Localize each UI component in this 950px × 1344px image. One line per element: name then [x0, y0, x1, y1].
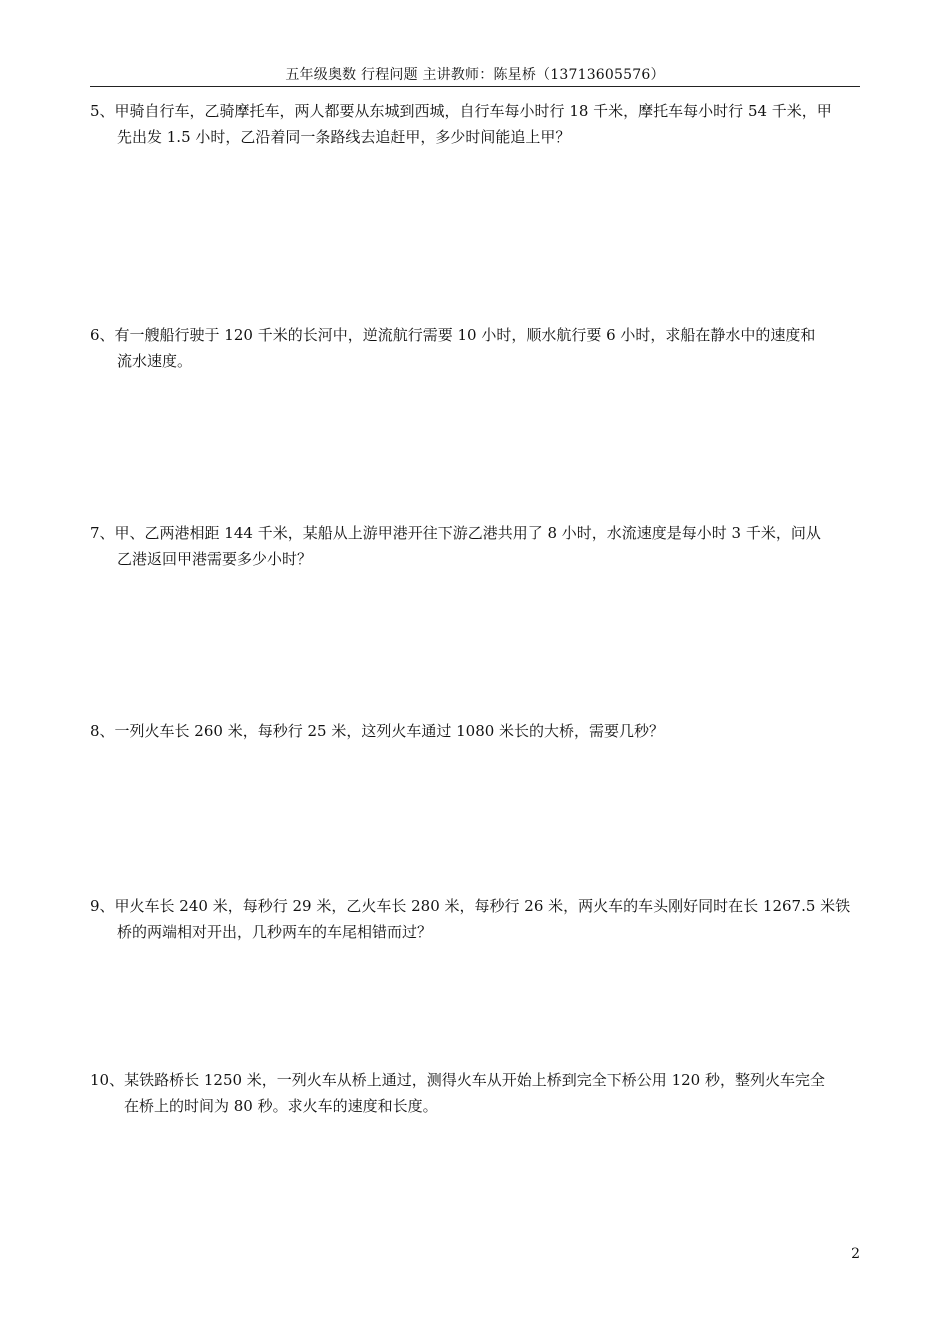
question-10-line-2: 在桥上的时间为 80 秒。求火车的速度和长度。 — [124, 1097, 438, 1115]
question-5-line-2: 先出发 1.5 小时，乙沿着同一条路线去追赶甲，多少时间能追上甲？ — [117, 128, 571, 146]
question-8-line-1: 8、一列火车长 260 米，每秒行 25 米，这列火车通过 1080 米长的大桥，需要几秒？ — [90, 722, 665, 740]
question-7-line-1: 7、甲、乙两港相距 144 千米，某船从上游甲港开往下游乙港共用了 8 小时，水流速度是每小时 3 千米，问从 — [90, 524, 821, 542]
question-9 — [90, 893, 860, 945]
question-10-line-1: 10、某铁路桥长 1250 米，一列火车从桥上通过，测得火车从开始上桥到完全下桥公用 120 秒，整列火车完全 — [90, 1071, 825, 1089]
question-6 — [90, 322, 860, 374]
question-8 — [90, 718, 860, 744]
header-divider — [90, 86, 860, 87]
question-6-line-1: 6、有一艘船行驶于 120 千米的长河中，逆流航行需要 10 小时，顺水航行要 6 小时，求船在静水中的速度和 — [90, 326, 816, 344]
question-5 — [90, 98, 860, 150]
question-10 — [90, 1067, 860, 1119]
question-9-line-2: 桥的两端相对开出，几秒两车的车尾相错而过？ — [117, 923, 433, 941]
question-9-line-1: 9、甲火车长 240 米，每秒行 29 米，乙火车长 280 米，每秒行 26 米，两火车的车头刚好同时在长 1267.5 米铁 — [90, 897, 851, 915]
question-5-line-1: 5、甲骑自行车，乙骑摩托车，两人都要从东城到西城，自行车每小时行 18 千米，摩托车每小时行 54 千米，甲 — [90, 102, 832, 120]
page-number: 2 — [851, 1246, 860, 1262]
page-header: 五年级奥数 行程问题 主讲教师：陈星桥（13713605576） — [285, 67, 665, 83]
question-7-line-2: 乙港返回甲港需要多少小时？ — [117, 550, 313, 568]
question-6-line-2: 流水速度。 — [117, 352, 193, 370]
question-7 — [90, 520, 860, 572]
